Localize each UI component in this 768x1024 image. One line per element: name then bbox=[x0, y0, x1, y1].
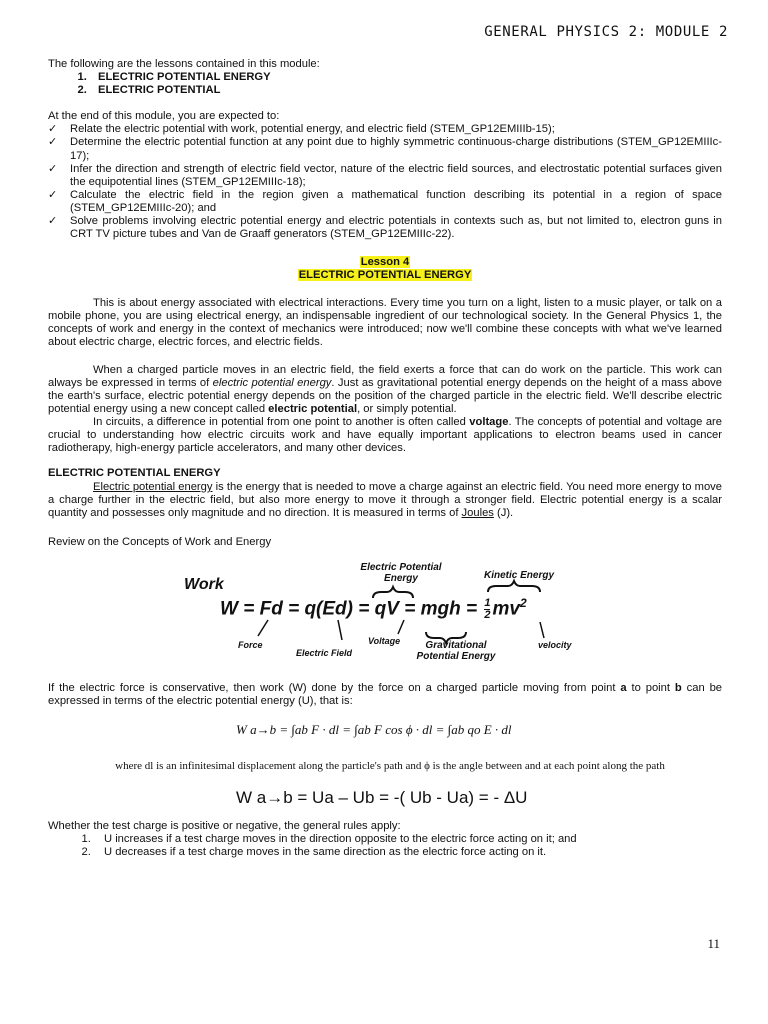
underlined-joules: Joules bbox=[461, 507, 494, 520]
work-energy-diagram bbox=[178, 560, 598, 670]
objective-item bbox=[48, 215, 722, 241]
lesson-list bbox=[48, 71, 722, 97]
objective-item bbox=[48, 189, 722, 215]
text-run: In circuits, a difference in potential from one point to another is often called bbox=[93, 416, 470, 428]
equation-note: where dl is an infinitesimal displacement along the particle's path and ϕ is the angle between and at each point along the path bbox=[115, 760, 665, 772]
pointer-voltage bbox=[398, 620, 404, 634]
brace-ke bbox=[488, 581, 540, 592]
epe-label: Electric Potential Energy bbox=[360, 562, 442, 584]
fraction-numerator: 1 bbox=[484, 596, 491, 609]
review-title: Review on the Concepts of Work and Energy bbox=[48, 536, 272, 548]
objective-item bbox=[48, 123, 722, 136]
checkmark-icon: ✓ bbox=[48, 136, 58, 149]
work-potential-equation: W a→b = Ua – Ub = -( Ub - Ua) = - ΔU bbox=[236, 788, 528, 807]
text-run: . The concepts of potential and voltage are crucial to understanding how electric circuits work and have equally important applications to electron beams used in cancer radiotherapy, high-energy particle accelerators, and many other devices. bbox=[48, 416, 723, 455]
mv-text: mv bbox=[492, 598, 520, 620]
objective-text: Calculate the electric field in the region given a mathematical function describing its potential in a region of space (STEM_GP12EMIIIc-20); and bbox=[70, 188, 722, 214]
lesson-heading bbox=[48, 256, 722, 282]
lesson-item: 2. ELECTRIC POTENTIAL bbox=[90, 84, 722, 97]
paragraph-definition bbox=[48, 481, 722, 520]
emphasis-epe: electric potential energy bbox=[212, 377, 332, 390]
text-run: If the electric force is conservative, then work (W) done by the force on a charged particle moving from point bbox=[48, 682, 621, 694]
rules-intro: Whether the test charge is positive or negative, the general rules apply: bbox=[48, 820, 401, 832]
objective-item bbox=[48, 163, 722, 189]
pointer-efield bbox=[338, 620, 342, 640]
paragraph-work bbox=[48, 364, 722, 416]
point-a: a bbox=[620, 682, 627, 694]
expect-intro: At the end of this module, you are expected to: bbox=[48, 110, 280, 123]
text-run: . Just as gravitational potential energy depends on the height of a mass above the earth's surface, electric potential energy depends on the position of the charged particle in the electric field. We'll describe electric potential energy using a new concept called bbox=[48, 377, 723, 416]
work-integral-equation: W a→b = ∫ab F · dl = ∫ab F cos ϕ · dl = ∫ab qo E · dl bbox=[236, 722, 512, 737]
checkmark-icon: ✓ bbox=[48, 188, 58, 201]
paragraph-voltage bbox=[48, 416, 722, 455]
lesson-item: 1. ELECTRIC POTENTIAL ENERGY bbox=[90, 71, 722, 84]
velocity-label: velocity bbox=[538, 640, 572, 650]
efield-label: Electric Field bbox=[296, 648, 353, 658]
text-run: (J). bbox=[493, 507, 514, 520]
page-number: 11 bbox=[707, 936, 720, 951]
point-b: b bbox=[674, 682, 682, 694]
rule-item: 2. U decreases if a test charge moves in the same direction as the electric force acting on it. bbox=[94, 846, 722, 859]
text-run: When a charged particle moves in an electric field, the field exerts a force that can do work on the particle. This work can always be expressed in terms of bbox=[48, 364, 722, 390]
paragraph-conservative bbox=[48, 682, 722, 708]
voltage-label: Voltage bbox=[368, 636, 401, 646]
checkmark-icon: ✓ bbox=[48, 215, 58, 228]
gpe-label: Gravitational Potential Energy bbox=[416, 640, 496, 662]
objective-text: Infer the direction and strength of electric field vector, nature of the electric field sources, and electrostatic potential surfaces given the equipotential lines (STEM_GP12EMIIIc-18); bbox=[70, 162, 722, 188]
fraction-half bbox=[484, 598, 490, 621]
objective-text: Solve problems involving electric potential energy and electric potentials in contexts such as, but not limited to, electron guns in CRT TV picture tubes and Van de Graaff generators (STEM_GP12EMIIIc-22). bbox=[70, 215, 722, 241]
bold-voltage: voltage bbox=[469, 416, 509, 428]
equation-text: W = Fd = q(Ed) = qV = mgh = bbox=[220, 598, 483, 620]
ke-label: Kinetic Energy bbox=[484, 570, 555, 581]
text-run: , or simply potential. bbox=[357, 403, 457, 416]
underlined-term: Electric potential energy bbox=[93, 481, 213, 493]
intro-block bbox=[48, 58, 722, 241]
bold-electric-potential: electric potential bbox=[268, 403, 358, 416]
rules-block bbox=[48, 820, 722, 859]
rule-item: 1. U increases if a test charge moves in the direction opposite to the electric force acting on it; and bbox=[94, 833, 722, 846]
section-heading: ELECTRIC POTENTIAL ENERGY bbox=[48, 467, 221, 479]
lesson-label: Lesson 4 bbox=[360, 256, 410, 268]
fraction-denominator: 2 bbox=[484, 608, 491, 621]
superscript-two: 2 bbox=[519, 596, 527, 610]
text-run: is the energy that is needed to move a charge against an electric field. You need more energy to move a charge further in the electric field, but also more energy to move it through a stronger field. Electric potential energy is a scalar quantity and possesses only magnitude and no direction. It is measured in terms of bbox=[48, 481, 722, 520]
work-equation bbox=[220, 596, 527, 621]
text-run: can be expressed in terms of the electric potential energy (U), that is: bbox=[48, 682, 723, 708]
pointer-velocity bbox=[540, 622, 544, 638]
objective-item bbox=[48, 136, 722, 162]
objective-text: Relate the electric potential with work, potential energy, and electric field (STEM_GP12EMIIIb-15); bbox=[70, 123, 555, 136]
force-label: Force bbox=[238, 640, 263, 650]
pointer-force bbox=[258, 620, 268, 636]
work-label: Work bbox=[184, 576, 224, 593]
objectives-list bbox=[48, 123, 722, 241]
checkmark-icon: ✓ bbox=[48, 162, 58, 175]
text-run: to point bbox=[626, 682, 675, 694]
objective-text: Determine the electric potential function at any point due to highly symmetric continuous-charge distributions (STEM_GP12EMIIIc-17); bbox=[70, 136, 722, 162]
rules-list bbox=[48, 833, 722, 859]
module-header: GENERAL PHYSICS 2: MODULE 2 bbox=[484, 24, 728, 40]
lesson-title: ELECTRIC POTENTIAL ENERGY bbox=[298, 269, 472, 282]
checkmark-icon: ✓ bbox=[48, 123, 58, 136]
intro-text: The following are the lessons contained in this module: bbox=[48, 58, 320, 70]
paragraph-intro: This is about energy associated with electrical interactions. Every time you turn on a light, listen to a music player, or talk on a mobile phone, you are using electrical energy, an indispensable ingredient of our technological society. In the General Physics 1, the concepts of work and energy in the context of mechanics were introduced; now we'll combine these concepts with what we've learned about electric charge, electric forces, and electric fields. bbox=[48, 297, 722, 349]
